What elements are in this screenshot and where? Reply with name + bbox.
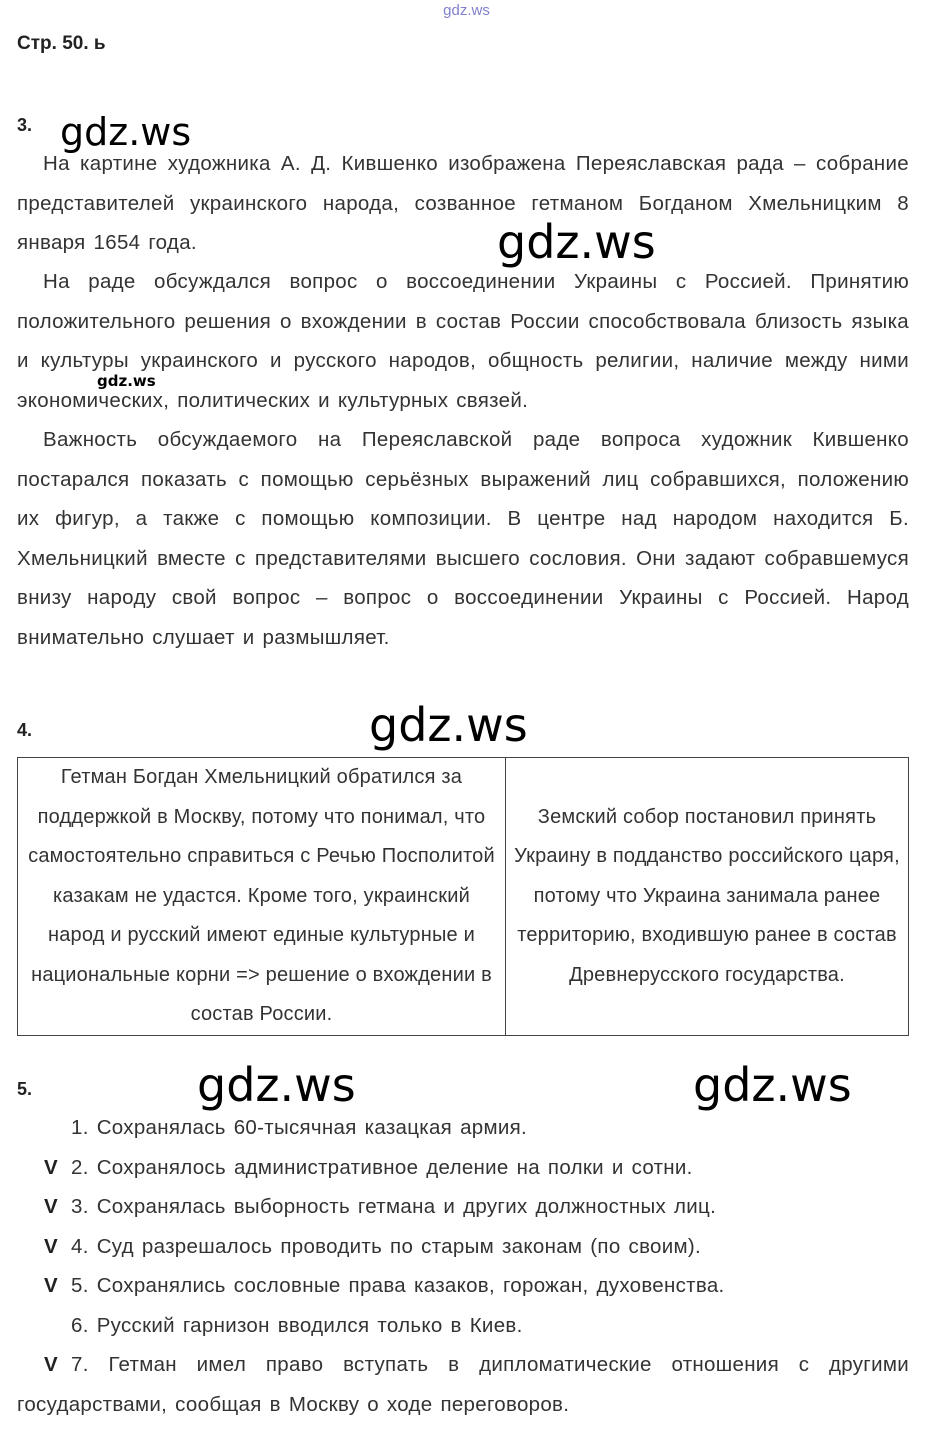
task-4-left-cell: Гетман Богдан Хмельницкий обратился за поддержкой в Москву, потому что понимал, что самостоятельно справиться с Речью Посполитой казакам не удастся. Кроме того, украинский народ и русский имеют единые культурные и национальные корни => решение о вхождении в состав России. [18, 758, 506, 1036]
list-item [17, 1266, 909, 1306]
task-5-list [17, 1108, 909, 1424]
task-5-number: 5. [17, 1079, 33, 1099]
watermark-1: gdz.ws [60, 110, 192, 154]
check-mark: V [44, 1234, 58, 1258]
task-3-paragraph-2: На раде обсуждался вопрос о воссоединении Украины с Россией. Принятию положительного решения о вхождении в состав России способствовала близость языка и культуры украинского и русского народов, общность религии, наличие между ними экономических, политических и культурных связей. [17, 270, 909, 412]
list-item [17, 1148, 909, 1188]
list-item-text: 5. Сохранялись сословные права казаков, горожан, духовенства. [71, 1274, 725, 1297]
watermark-5: gdz.ws [693, 1058, 852, 1112]
task-3-paragraph-3: Важность обсуждаемого на Переяславской раде вопроса художник Кившенко постарался показать с помощью серьёзных выражений лиц собравшихся, положению их фигур, а также с помощью композиции. В центре над народом находится Б. Хмельницкий вместе с представителями высшего сословия. Они задают собравшемуся внизу народу свой вопрос – вопрос о воссоединении Украины с Россией. Народ внимательно слушает и размышляет. [17, 428, 909, 649]
list-item-text: 3. Сохранялась выборность гетмана и других должностных лиц. [71, 1195, 717, 1218]
watermark-3: gdz.ws [369, 698, 528, 752]
list-item [17, 1345, 909, 1424]
task-3-paragraph-1: На картине художника А. Д. Кившенко изображена Переяславская рада – собрание представителей украинского народа, созванное гетманом Богданом Хмельницким 8 января 1654 года. [17, 152, 909, 254]
list-item-text: 6. Русский гарнизон вводился только в Киев. [71, 1313, 523, 1337]
task-4-table [17, 757, 909, 1036]
list-item [17, 1306, 909, 1346]
task-4-number: 4. [17, 720, 33, 740]
list-item [17, 1187, 909, 1227]
list-item [17, 1227, 909, 1267]
check-mark: V [44, 1155, 58, 1179]
task-4-right-cell: Земский собор постановил принять Украину в подданство российского царя, потому что Украина занимала ранее территорию, входившую ранее в состав Древнерусского государства. [506, 758, 909, 1036]
check-mark: V [44, 1353, 58, 1376]
list-item-text: 2. Сохранялось административное деление на полки и сотни. [71, 1155, 693, 1179]
page-title: Стр. 50. ь [17, 33, 106, 54]
top-watermark: gdz.ws [443, 2, 490, 19]
watermark-small: gdz.ws [97, 372, 156, 390]
check-mark: V [44, 1274, 58, 1297]
list-item [17, 1108, 909, 1148]
list-item-text: 7. Гетман имел право вступать в дипломатические отношения с другими государствами, сообщая в Москву о ходе переговоров. [17, 1353, 909, 1416]
list-item-text: 4. Суд разрешалось проводить по старым законам (по своим). [71, 1234, 702, 1258]
list-item-text: 1. Сохранялась 60-тысячная казацкая армия. [71, 1116, 528, 1139]
watermark-2: gdz.ws [497, 215, 656, 269]
watermark-4: gdz.ws [197, 1058, 356, 1112]
task-3-number: 3. [17, 115, 33, 135]
check-mark: V [44, 1195, 58, 1218]
